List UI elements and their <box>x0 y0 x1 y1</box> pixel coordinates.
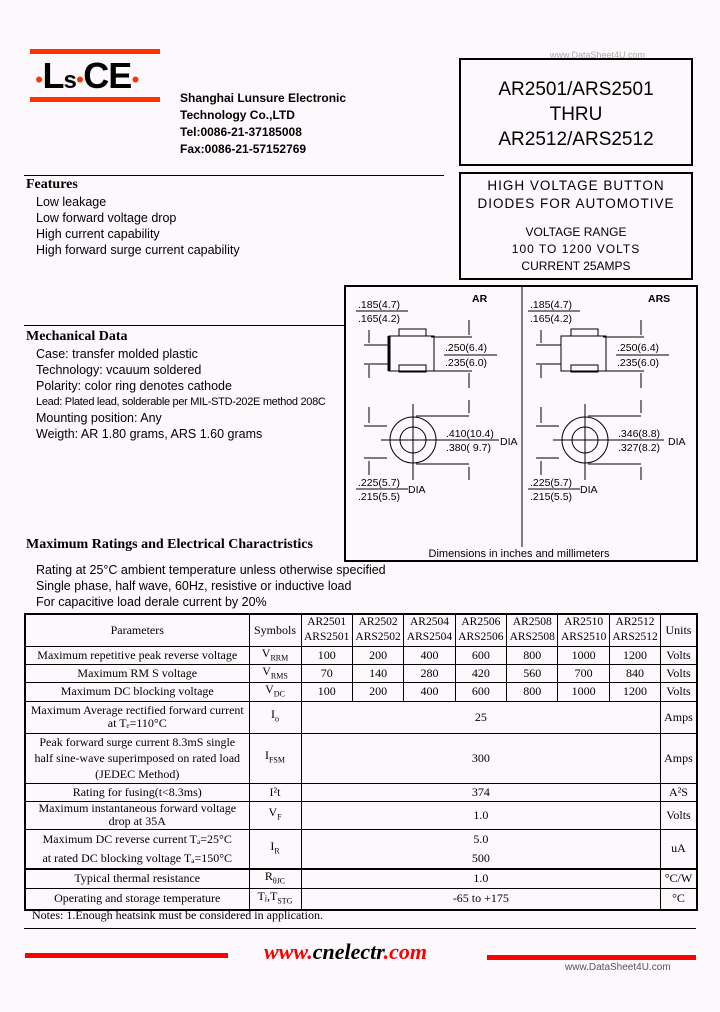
company-name-2: Technology Co.,LTD <box>180 108 295 122</box>
dim-label: .250(6.4) <box>445 342 488 354</box>
symbol-sub: STG <box>277 896 293 906</box>
value-cell: -65 to +175 <box>301 888 661 910</box>
dim-label: .235(6.0) <box>617 357 660 369</box>
param-line: half sine-wave superimposed on rated load <box>34 751 241 766</box>
features-list <box>36 194 240 258</box>
title-line: THRU <box>549 104 603 125</box>
ratings-notes <box>36 562 386 610</box>
subtitle-line: HIGH VOLTAGE BUTTON <box>487 178 665 193</box>
subtitle-line: 100 TO 1200 VOLTS <box>511 242 641 256</box>
value-cell: 1000 <box>558 646 609 664</box>
param-cell: Operating and storage temperature <box>25 888 249 910</box>
header-part: AR2506 ARS2506 <box>455 614 506 646</box>
table-row <box>25 801 697 829</box>
value-cell: 300 <box>301 733 661 783</box>
value-cell: 200 <box>352 646 403 664</box>
footer-watermark: www.DataSheet4U.com <box>565 962 671 973</box>
dimension-diagram <box>344 285 699 563</box>
value-cell: 800 <box>507 646 558 664</box>
list-item: Technology: vcauum soldered <box>36 363 202 377</box>
dim-label: .165(4.2) <box>530 313 573 325</box>
divider <box>24 175 444 176</box>
dim-label: .346(8.8) <box>618 428 661 440</box>
dim-label: DIA <box>580 484 598 496</box>
param-cell: Maximum RM S voltage <box>25 664 249 682</box>
header-part: AR2504 ARS2504 <box>404 614 455 646</box>
value-cell: 700 <box>558 664 609 682</box>
dim-label: .165(4.2) <box>358 313 401 325</box>
symbol: R <box>264 869 273 884</box>
divider <box>24 325 346 326</box>
value-cell: 1.0 <box>301 869 661 888</box>
table-row <box>25 869 697 888</box>
param-line: Peak forward surge current 8.3mS single <box>39 735 236 750</box>
unit-cell: Volts <box>661 801 697 829</box>
unit-cell: Volts <box>661 683 697 701</box>
ars-drawing <box>528 311 669 489</box>
table-row <box>25 683 697 701</box>
symbol: V <box>261 646 271 660</box>
dim-label: DIA <box>500 436 518 448</box>
unit-cell: Volts <box>661 646 697 664</box>
value-cell: 200 <box>352 683 403 701</box>
header-part: AR2510 ARS2510 <box>558 614 609 646</box>
symbol-cell: I²t <box>249 783 301 801</box>
value-cell: 100 <box>301 646 352 664</box>
subtitle-line: DIODES FOR AUTOMOTIVE <box>477 196 675 211</box>
header-part: AR2502 ARS2502 <box>352 614 403 646</box>
param-line: (JEDEC Method) <box>95 767 180 782</box>
ar-drawing <box>356 311 499 489</box>
unit-cell: Volts <box>661 664 697 682</box>
symbol: I <box>264 748 269 763</box>
value-cell: 70 <box>301 664 352 682</box>
table-row <box>25 888 697 910</box>
list-item: High forward surge current capability <box>36 243 240 257</box>
param-line: drop at 35A <box>108 814 166 829</box>
value-cell: 560 <box>507 664 558 682</box>
header-units: Units <box>661 614 697 646</box>
list-item: Low leakage <box>36 195 107 209</box>
list-item: High current capability <box>36 227 160 241</box>
symbol: Tⱼ,T <box>257 889 278 904</box>
subtitle-box <box>459 172 693 280</box>
unit-cell: °C <box>661 888 697 910</box>
header-part: AR2508 ARS2508 <box>507 614 558 646</box>
value-cell <box>301 829 661 869</box>
list-item: Lead: Plated lead, solderable per MIL-STD-202E method 208C <box>36 396 326 408</box>
list-item: Polarity: color ring denotes cathode <box>36 379 232 393</box>
footer-tld: .com <box>383 939 427 964</box>
symbol-cell <box>249 888 301 910</box>
dim-label: DIA <box>408 484 426 496</box>
symbol: V <box>265 682 274 697</box>
param-line: at rated DC blocking voltage Tₐ=150°C <box>42 850 233 865</box>
value-cell: 840 <box>609 664 660 682</box>
unit-cell: °C/W <box>661 869 697 888</box>
param-cell <box>25 829 249 869</box>
header-parameters: Parameters <box>25 614 249 646</box>
param-cell: Maximum repetitive peak reverse voltage <box>25 646 249 664</box>
ar-label: AR <box>472 293 488 305</box>
watermark-top: www.DataSheet4U.com <box>550 50 646 60</box>
symbol-cell <box>249 683 301 701</box>
symbol-cell <box>249 646 301 664</box>
value-cell: 600 <box>455 646 506 664</box>
table-row <box>25 783 697 801</box>
company-tel: Tel:0086-21-37185008 <box>180 125 302 139</box>
dim-label: .185(4.7) <box>358 299 401 311</box>
dim-label: .225(5.7) <box>358 477 401 489</box>
symbol-sub: F <box>277 812 282 822</box>
table-row <box>25 664 697 682</box>
note: Rating at 25°C ambient temperature unless otherwise specified <box>36 563 386 577</box>
value-cell: 1000 <box>558 683 609 701</box>
symbol: I <box>270 839 275 854</box>
dim-label: .185(4.7) <box>530 299 573 311</box>
param-cell <box>25 701 249 733</box>
param-cell: Maximum DC blocking voltage <box>25 683 249 701</box>
unit-cell: A²S <box>661 783 697 801</box>
table-row <box>25 733 697 783</box>
value-cell: 800 <box>507 683 558 701</box>
note: Single phase, half wave, 60Hz, resistive or inductive load <box>36 579 352 593</box>
footer-domain: cnelectr <box>312 939 384 964</box>
value-cell: 400 <box>404 683 455 701</box>
symbol-sub: FSM <box>268 755 285 765</box>
title-box <box>459 58 693 166</box>
value-line: 500 <box>471 850 490 865</box>
dim-label: .215(5.5) <box>530 491 573 503</box>
value-cell: 374 <box>301 783 661 801</box>
mechanical-list <box>36 346 344 442</box>
ratings-table <box>24 613 698 911</box>
list-item: Case: transfer molded plastic <box>36 347 198 361</box>
note: For capacitive load derale current by 20% <box>36 595 267 609</box>
dim-label: .215(5.5) <box>358 491 401 503</box>
list-item: Low forward voltage drop <box>36 211 177 225</box>
dim-label: .250(6.4) <box>617 342 660 354</box>
title-line: AR2501/ARS2501 <box>498 79 654 100</box>
features-heading: Features <box>26 177 78 192</box>
param-line: Maximum DC reverse current Tₐ=25°C <box>42 831 232 846</box>
unit-cell: uA <box>661 829 697 869</box>
list-item: Mounting position: Any <box>36 411 162 425</box>
symbol-cell <box>249 664 301 682</box>
symbol-cell <box>249 701 301 733</box>
param-line: Maximum instantaneous forward voltage <box>38 801 237 816</box>
value-cell: 600 <box>455 683 506 701</box>
unit-cell: Amps <box>661 733 697 783</box>
table-row <box>25 829 697 869</box>
value-line: 5.0 <box>473 831 489 846</box>
footnote: Notes: 1.Enough heatsink must be considered in application. <box>32 908 323 922</box>
value-cell: 25 <box>301 701 661 733</box>
unit-cell: Amps <box>661 701 697 733</box>
table-header-row <box>25 614 697 646</box>
company-info <box>180 90 346 158</box>
list-item: Weigth: AR 1.80 grams, ARS 1.60 grams <box>36 427 263 441</box>
symbol-sub: θJC <box>272 876 286 886</box>
dim-label: .410(10.4) <box>446 428 494 440</box>
param-cell: Rating for fusing(t<8.3ms) <box>25 783 249 801</box>
symbol-sub: R <box>274 846 280 856</box>
symbol-sub: RMS <box>270 671 288 681</box>
subtitle-line: VOLTAGE RANGE <box>525 225 627 239</box>
value-cell: 420 <box>455 664 506 682</box>
ratings-heading: Maximum Ratings and Electrical Charactristics <box>26 537 313 552</box>
diagram-caption: Dimensions in inches and millimeters <box>428 548 610 560</box>
divider <box>24 928 696 929</box>
symbol: I <box>271 707 275 722</box>
symbol-sub: o <box>275 714 279 724</box>
param-cell <box>25 801 249 829</box>
value-cell: 1.0 <box>301 801 661 829</box>
ars-label: ARS <box>648 293 671 305</box>
dim-label: .327(8.2) <box>618 442 661 454</box>
value-cell: 1200 <box>609 683 660 701</box>
symbol-cell <box>249 869 301 888</box>
symbol-sub: RRM <box>270 652 289 662</box>
header-part: AR2512 ARS2512 <box>609 614 660 646</box>
company-fax: Fax:0086-21-57152769 <box>180 142 307 156</box>
value-cell: 140 <box>352 664 403 682</box>
table-row <box>25 701 697 733</box>
footer-bar-right <box>487 955 696 960</box>
subtitle-line: CURRENT 25AMPS <box>521 259 631 273</box>
footer-website <box>264 939 427 965</box>
param-line: at Tₑ=110°C <box>107 716 167 731</box>
symbol-cell <box>249 801 301 829</box>
value-cell: 280 <box>404 664 455 682</box>
header-part: AR2501 ARS2501 <box>301 614 352 646</box>
dim-label: .380( 9.7) <box>446 442 491 454</box>
param-line: Maximum Average rectified forward current <box>30 703 244 718</box>
header-symbols: Symbols <box>249 614 301 646</box>
dim-label: DIA <box>668 436 686 448</box>
value-cell: 400 <box>404 646 455 664</box>
symbol-cell <box>249 733 301 783</box>
symbol-cell <box>249 829 301 869</box>
title-line: AR2512/ARS2512 <box>498 129 654 150</box>
company-name: Shanghai Lunsure Electronic <box>180 91 347 105</box>
param-cell <box>25 733 249 783</box>
dim-label: .225(5.7) <box>530 477 573 489</box>
mechanical-heading: Mechanical Data <box>26 329 128 344</box>
dim-label: .235(6.0) <box>445 357 488 369</box>
footer-bar-left <box>25 953 228 958</box>
symbol: V <box>268 805 278 820</box>
value-cell: 1200 <box>609 646 660 664</box>
symbol-sub: DC <box>273 689 285 699</box>
value-cell: 100 <box>301 683 352 701</box>
table-row <box>25 646 697 664</box>
param-cell: Typical thermal resistance <box>25 869 249 888</box>
symbol: V <box>262 664 271 678</box>
footer-www: www. <box>264 939 313 964</box>
